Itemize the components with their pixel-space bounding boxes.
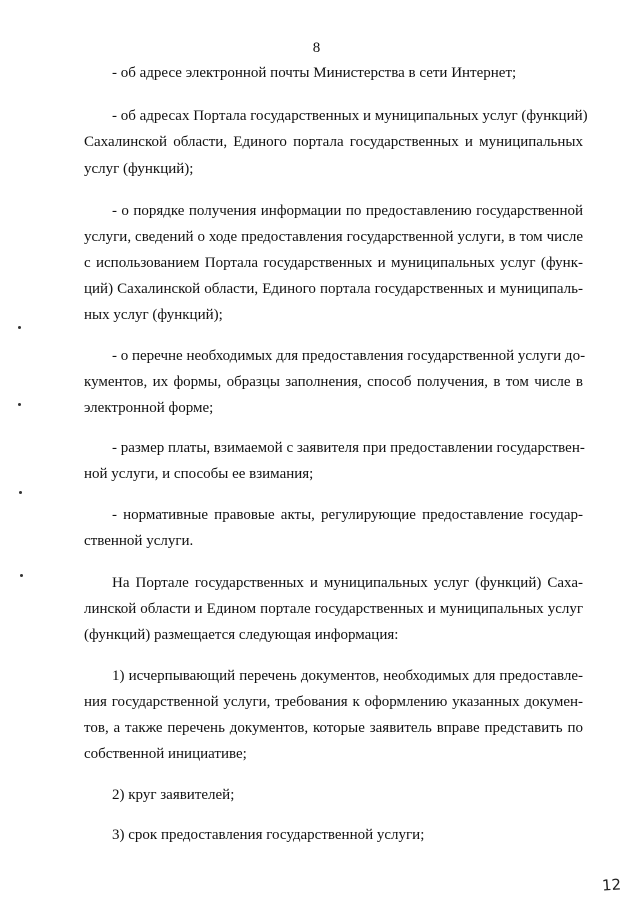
text-line: (функций) размещается следующая информация: [84, 627, 399, 643]
scan-speck [20, 574, 23, 577]
text-line: Сахалинской области, Единого портала государственных и муниципальных [84, 134, 583, 150]
handwritten-page-number: 12 [601, 875, 622, 895]
text-line: собственной инициативе; [84, 746, 247, 762]
page-number: 8 [312, 40, 321, 56]
text-line: услуги, сведений о ходе предоставления государственной услуги, в том числе [84, 229, 583, 245]
text-line: ной услуги, и способы ее взимания; [84, 466, 314, 482]
text-line: услуг (функций); [84, 161, 194, 177]
text-line: 3) срок предоставления государственной услуги; [112, 827, 425, 843]
text-line: - о порядке получения информации по предоставлению государственной [112, 203, 583, 219]
text-line: 2) круг заявителей; [112, 787, 235, 803]
text-line: - нормативные правовые акты, регулирующие предоставление государ- [112, 507, 583, 523]
text-line: ных услуг (функций); [84, 307, 223, 323]
text-line: - размер платы, взимаемой с заявителя при предоставлении государствен- [112, 440, 585, 456]
text-line: кументов, их формы, образцы заполнения, способ получения, в том числе в [84, 374, 583, 390]
text-line: линской области и Едином портале государственных и муниципальных услуг [84, 601, 583, 617]
text-line: 1) исчерпывающий перечень документов, необходимых для предоставле- [112, 668, 583, 684]
text-line: электронной форме; [84, 400, 214, 416]
scan-speck [18, 326, 21, 329]
text-line: ния государственной услуги, требования к оформлению указанных докумен- [84, 694, 583, 710]
text-line: ций) Сахалинской области, Единого портала государственных и муниципаль- [84, 281, 583, 297]
text-line: тов, а также перечень документов, которые заявитель вправе представить по [84, 720, 583, 736]
text-line: с использованием Портала государственных и муниципальных услуг (функ- [84, 255, 583, 271]
text-line: - об адресах Портала государственных и муниципальных услуг (функций) [112, 108, 588, 124]
text-line: - о перечне необходимых для предоставления государственной услуги до- [112, 348, 586, 364]
scan-speck [18, 403, 21, 406]
scan-speck [19, 491, 22, 494]
text-line: На Портале государственных и муниципальных услуг (функций) Саха- [112, 575, 583, 591]
text-line: - об адресе электронной почты Министерства в сети Интернет; [112, 65, 517, 81]
text-line: ственной услуги. [84, 533, 194, 549]
